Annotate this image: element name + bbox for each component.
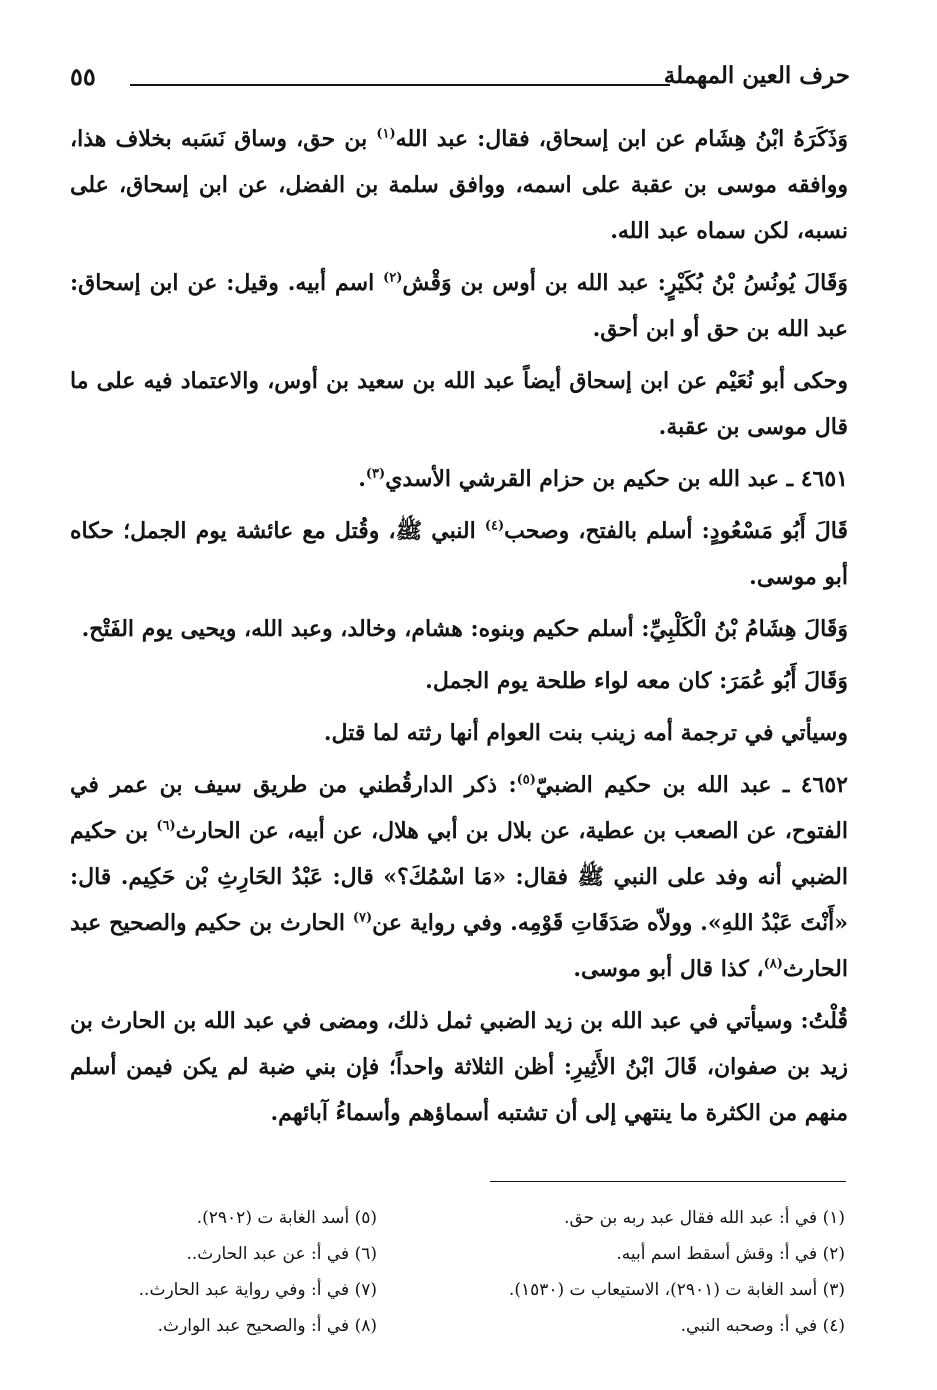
entry-title: ٤٦٥١ ـ عبد الله بن حكيم بن حزام القرشي الأسدي [385, 466, 848, 492]
paragraph [70, 508, 848, 600]
footnote: (٥) أسد الغابة ت (٢٩٠٢). [196, 1208, 377, 1228]
footnote: (٧) في أ: وفي رواية عبد الحارث.. [138, 1280, 377, 1300]
paragraph-rest: اسم أبيه. وقيل: عن ابن إسحاق: عبد الله بن حق أو ابن أحق. [70, 270, 848, 342]
footnote: (٨) في أ: والصحيح عبد الوارث. [157, 1316, 377, 1336]
paragraph-lead: قُلْتُ [808, 1008, 848, 1034]
paragraph-text: : عبد الله بن أوس بن وَقْش [402, 270, 666, 296]
entry-title: ٤٦٥٢ ـ عبد الله بن حكيم الضبيّ [535, 772, 848, 798]
paragraph-text: عن ابن إسحاق، فقال: عبد الله [395, 126, 695, 152]
paragraph-text: : أسلم حكيم وبنوه: هشام، وخالد، وعبد الله، ويحيى يوم الفَتْح. [81, 616, 650, 642]
paragraph [70, 658, 848, 704]
footnote: (١) في أ: عبد الله فقال عبد ربه بن حق. [564, 1208, 845, 1228]
page-number: ٥٥ [70, 62, 96, 91]
footnote-ref: (٨) [763, 956, 783, 972]
paragraph-text: : كان معه لواء طلحة يوم الجمل. [425, 668, 728, 694]
paragraph-text: بن حكيم الضبي أنه وفد على النبي ﷺ فقال: «مَا اسْمُكَ؟» قال: عَبْدُ الحَارِثِ بْن حَكِيم. قال: «أَنْتَ عَبْدُ اللهِ». وولاّه صَدَقَاتِ قَوْمِه. وفي رواية عن [70, 818, 848, 936]
paragraph-lead: وَذَكَرَهُ ابْنُ هِشَام [694, 126, 848, 152]
running-title: حرف العين المهملة [663, 62, 850, 89]
footnotes-left-column [17, 1200, 377, 1344]
entry-punct: . [358, 466, 366, 492]
paragraph [70, 710, 848, 756]
footnote: (٤) في أ: وصحبه النبي. [680, 1316, 845, 1336]
entry-heading [70, 456, 848, 502]
paragraph [70, 606, 848, 652]
paragraph [70, 260, 848, 352]
paragraph-text: : وسيأتي في عبد الله بن زيد الضبي ثمل ذلك، ومضى في عبد الله بن الحارث بن زيد بن صفوان، قَالَ ابْنُ الأَثِيرِ: أظن الثلاثة واحداً؛ فإن بني ضبة لم يكن فيمن أسلم منهم من الكثرة ما ينتهي إلى أن تشتبه أسماؤهم وأسماءُ آبائهم. [70, 1008, 848, 1126]
footnote-ref: (٦) [156, 818, 176, 834]
paragraph-lead: وَقَالَ يُونُسُ بْنُ بُكَيْرٍ [665, 270, 849, 296]
paragraph [70, 116, 848, 254]
footnote-ref: (٢) [383, 270, 403, 286]
footnote: (٢) في أ: وقش أسقط اسم أبيه. [616, 1244, 845, 1264]
paragraph-text: : ذكر الدارقُطني من طريق سيف بن عمر في الفتوح، عن الصعب بن عطية، عن بلال بن أبي هلال، عن أبيه، عن الحارث [70, 772, 848, 844]
footnote-ref: (١) [376, 126, 396, 142]
paragraph [70, 358, 848, 450]
footnote-ref: (٥) [516, 772, 536, 788]
footnote: (٦) في أ: عن عبد الحارث.. [186, 1244, 377, 1264]
paragraph-text: : أسلم بالفتح، وصحب [504, 518, 710, 544]
paragraph [70, 998, 848, 1136]
footnote-divider [490, 1181, 846, 1182]
footnote: (٣) أسد الغابة ت (٢٩٠١)، الاستيعاب ت (١٥٣٠). [508, 1280, 845, 1300]
footnote-ref: (٤) [484, 518, 505, 534]
paragraph-lead: وَقَالَ أَبُو عُمَرَ [727, 668, 848, 694]
footnote-ref: (٧) [352, 910, 373, 926]
footnotes-right-column [485, 1200, 845, 1344]
paragraph-text: ، كذا قال أبو موسى. [573, 956, 764, 982]
paragraph-rest: النبي ﷺ، وقُتل مع عائشة يوم الجمل؛ حكاه أبو موسى. [70, 518, 848, 590]
paragraph-text: الحارث بن حكيم والصحيح عبد الحارث [70, 910, 848, 982]
footnote-ref: (٣) [365, 466, 386, 482]
entry-paragraph [70, 762, 848, 992]
paragraph-text: وحكى أبو نُعَيْم عن ابن إسحاق أيضاً عبد الله بن سعيد بن أوس، والاعتماد فيه على ما قال موسى بن عقبة. [70, 368, 848, 440]
paragraph-rest: بن حق، وساق نَسَبه بخلاف هذا، ووافقه موسى بن عقبة على اسمه، ووافق سلمة بن الفضل، عن ابن إسحاق، على نسبه، لكن سماه عبد الله. [70, 126, 848, 244]
paragraph-lead: وَقَالَ هِشَامُ بْنُ الْكَلْبِيِّ [649, 616, 848, 642]
header-rule [130, 84, 670, 86]
paragraph-text: وسيأتي في ترجمة أمه زينب بنت العوام أنها رثته لما قتل. [323, 720, 848, 746]
paragraph-lead: قَالَ أَبُو مَسْعُودٍ [709, 518, 849, 544]
page-header [70, 62, 850, 96]
main-text [70, 116, 848, 1142]
